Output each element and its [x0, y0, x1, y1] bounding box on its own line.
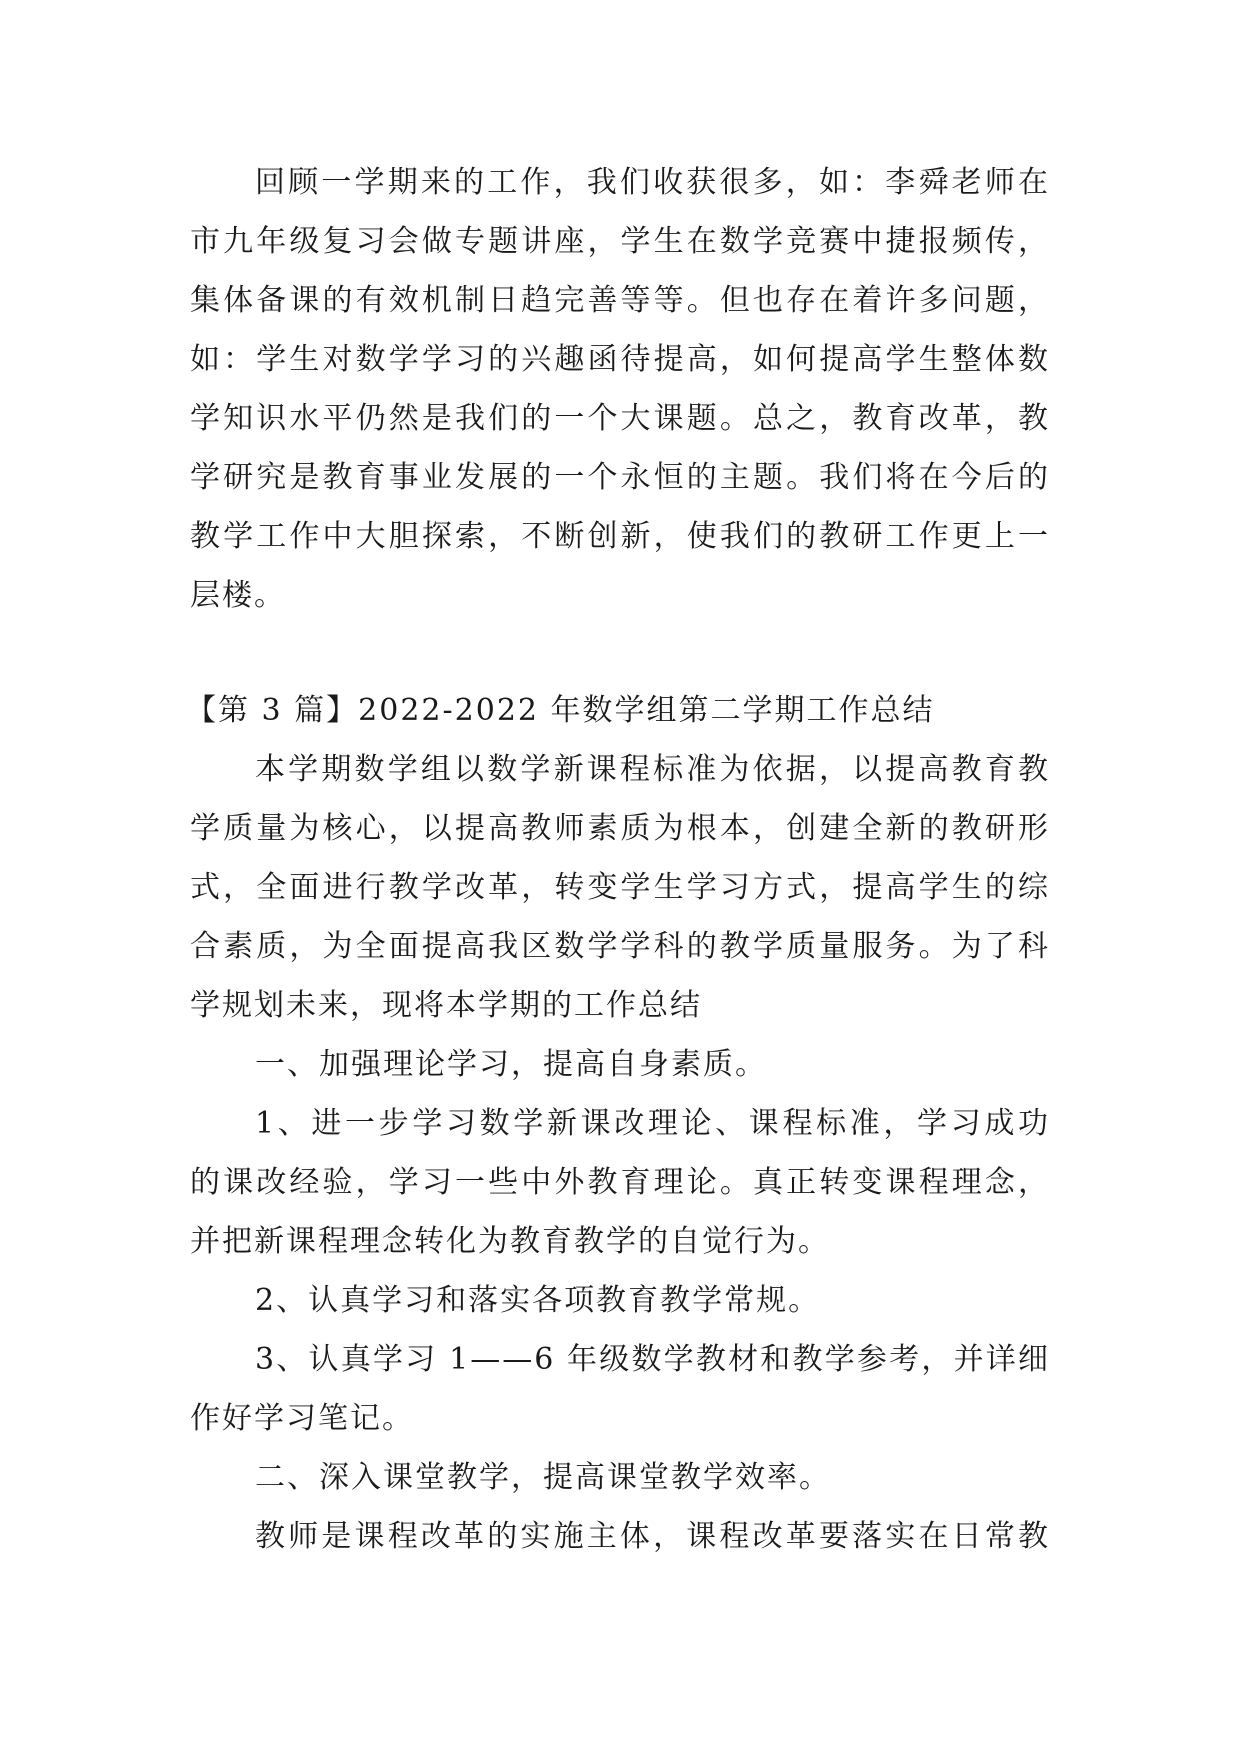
paragraph-2-line-5: 学规划未来，现将本学期的工作总结 [190, 988, 702, 1023]
paragraph-1-line-4: 如：学生对数学学习的兴趣函待提高，如何提高学生整体数 [190, 342, 1050, 377]
paragraph-2-line-1: 本学期数学组以数学新课程标准为依据，以提高教育教 [255, 752, 1050, 787]
item-1-3-line-2: 作好学习笔记。 [190, 1401, 414, 1436]
paragraph-1-line-7: 教学工作中大胆探索，不断创新，使我们的教研工作更上一 [190, 519, 1050, 554]
paragraph-1-line-1: 回顾一学期来的工作，我们收获很多，如：李舜老师在 [255, 165, 1050, 200]
section-heading: 【第 3 篇】2022-2022 年数学组第二学期工作总结 [186, 693, 935, 728]
paragraph-1-line-5: 学知识水平仍然是我们的一个大课题。总之，教育改革，教 [190, 401, 1050, 436]
paragraph-1-line-6: 学研究是教育事业发展的一个永恒的主题。我们将在今后的 [190, 460, 1050, 495]
item-two-heading: 二、深入课堂教学，提高课堂教学效率。 [255, 1460, 831, 1495]
paragraph-2-line-3: 式，全面进行教学改革，转变学生学习方式，提高学生的综 [190, 870, 1050, 905]
paragraph-1-line-2: 市九年级复习会做专题讲座，学生在数学竞赛中捷报频传， [190, 224, 1050, 259]
item-one-heading: 一、加强理论学习，提高自身素质。 [255, 1047, 767, 1082]
paragraph-2-line-4: 合素质，为全面提高我区数学学科的教学质量服务。为了科 [190, 929, 1050, 964]
item-1-1-line-2: 的课改经验，学习一些中外教育理论。真正转变课程理念， [190, 1165, 1050, 1200]
item-1-2: 2、认真学习和落实各项教育教学常规。 [255, 1283, 821, 1318]
paragraph-1-line-3: 集体备课的有效机制日趋完善等等。但也存在着许多问题， [190, 283, 1050, 318]
item-1-3-line-1: 3、认真学习 1——6 年级数学教材和教学参考，并详细 [255, 1342, 1050, 1377]
item-1-1-line-1: 1、进一步学习数学新课改理论、课程标准，学习成功 [255, 1106, 1050, 1141]
paragraph-2-line-2: 学质量为核心，以提高教师素质为根本，创建全新的教研形 [190, 811, 1050, 846]
item-1-1-line-3: 并把新课程理念转化为教育教学的自觉行为。 [190, 1224, 830, 1259]
paragraph-1-line-8: 层楼。 [190, 578, 286, 613]
paragraph-3-line-1: 教师是课程改革的实施主体，课程改革要落实在日常教 [255, 1519, 1050, 1554]
